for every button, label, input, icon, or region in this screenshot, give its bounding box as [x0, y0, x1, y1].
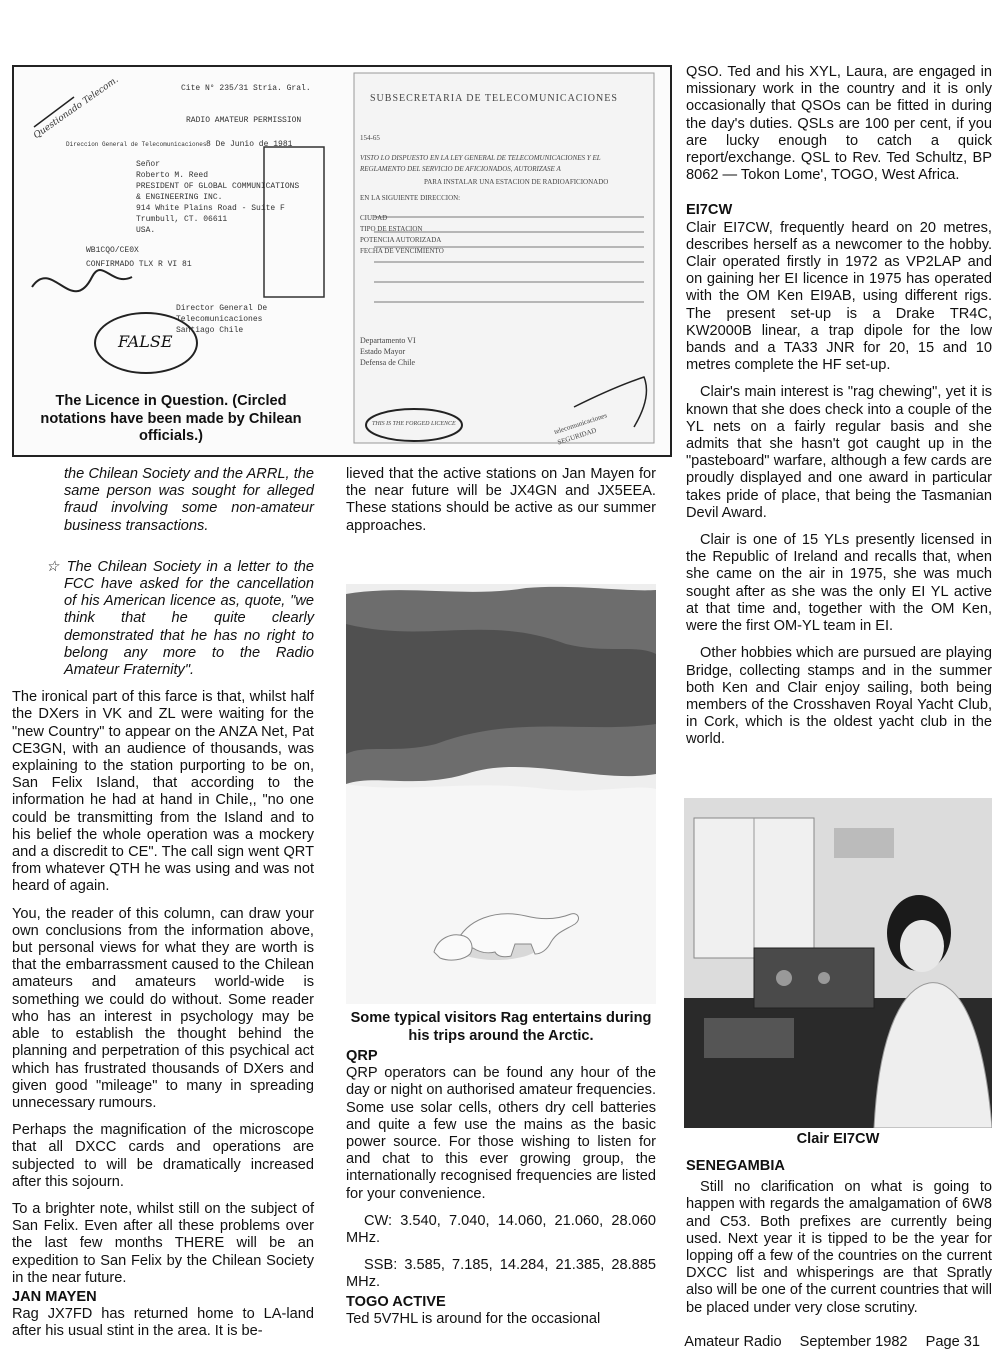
- col3-para-3: Clair's main interest is "rag chewing", yet it is known that she does check into a couple of the YL nets on a fairly regular basis and she admits that she hasn't got caught up in the "pasteboard" warfare, although a few cards are proudly displayed and one award in particular takes pride of place, that being the Tasmanian Devil Award.: [686, 384, 992, 521]
- handwritten-note: Questionado Telecom.: [31, 75, 121, 142]
- column-2-lower: [346, 1046, 656, 1338]
- col1-para-4: To a brighter note, whilst still on the subject of San Felix. Even after all these problems over the last few months THERE will be an expedition to San Felix by the Chilean Society in the near future.: [12, 1200, 314, 1286]
- column-2: [346, 466, 656, 545]
- page-footer: [670, 1334, 980, 1350]
- clair-ei7cw-photo: [684, 798, 992, 1128]
- polar-bear-photo: [346, 584, 656, 1004]
- cw-frequencies: CW: 3.540, 7.040, 14.060, 21.060, 28.060 MHz.: [346, 1212, 656, 1247]
- col2-para-1: lieved that the active stations on Jan Mayen for the near future will be JX4GN and JX5EEA. These stations should be active as our summer approaches.: [346, 466, 656, 534]
- doc-date: 8 De Junio de 1981: [206, 140, 293, 149]
- licence-right-document: [354, 73, 654, 453]
- clair-caption: Clair EI7CW: [796, 1131, 880, 1147]
- doc-title: RADIO AMATEUR PERMISSION: [186, 116, 302, 125]
- heading-jan-mayen: JAN MAYEN: [12, 1288, 97, 1305]
- col3-para-5: Other hobbies which are pursued are playing Bridge, collecting stamps and in the summer both Ken and Clair enjoy sailing, both being members of the Crosshaven Royal Yacht Club, in Cork, which is the oldest yacht club in the world.: [686, 645, 992, 748]
- col3-para-2: Clair EI7CW, frequently heard on 20 metres, describes herself as a newcomer to the hobby. Clair operated firstly in 1972 as VP2LAP and on gaining her EI licence in 1975 has operated with the OM Ken EI9AB, using different rigs. The present set-up is a Drake TR4C, KW2000B linear, a trap dipole for the low bands and a TA33 JNR for 20, 15 and 10 metres complete the HF set-up.: [686, 219, 992, 374]
- doc-right-ref: 154-65: [360, 134, 380, 142]
- doc-right-body: VISTO LO DISPUESTO EN LA LEY GENERAL DE TELECOMUNICACIONES Y EL REGLAMENTO DEL SERVICIO DE AFICIONADOS, AUTORIZASE A: [360, 154, 601, 173]
- col3-para-1: QSO. Ted and his XYL, Laura, are engaged in missionary work in the country and it is only occasionally that QSOs can be fitted in during the day's duties. QSLs are 100 per cent, if you are lucky enough to catch a quick report/exchange. QSL to Rev. Ted Schultz, BP 8062 — Tokon Lome', TOGO, West Africa.: [686, 64, 992, 184]
- italic-para-1: the Chilean Society and the ARRL, the same person was sought for alleged fraud involving some non-amateur business transactions.: [64, 466, 314, 534]
- doc-header: Direccion General de Telecomunicaciones: [66, 141, 207, 148]
- ssb-frequencies: SSB: 3.585, 7.185, 14.284, 21.385, 28.885 MHz.: [346, 1257, 656, 1291]
- heading-togo: TOGO ACTIVE: [346, 1293, 446, 1310]
- footer-publication: Amateur Radio: [684, 1334, 782, 1350]
- doc-right-header: SUBSECRETARIA DE TELECOMUNICACIONES: [370, 93, 618, 104]
- col1-para-3: Perhaps the magnification of the microscope that all DXCC cards and operations are subjected to will be dramatically increased after this sojourn.: [12, 1122, 314, 1190]
- doc-right-address: EN LA SIGUIENTE DIRECCION:: [360, 194, 461, 202]
- col2-para-3: Ted 5V7HL is around for the occasional: [346, 1310, 601, 1327]
- licence-figure: [12, 65, 672, 457]
- heading-ei7cw: EI7CW: [686, 202, 733, 219]
- doc-right-dept: Departamento VI Estado Mayor Defensa de Chile: [360, 336, 416, 367]
- italic-para-2: ☆ The Chilean Society in a letter to the FCC have asked for the cancellation of his American licence as, quote, "we think that he quite clearly demonstrated that he has no right to belong any more to the Radio Amateur Fraternity".: [46, 558, 314, 679]
- heading-senegambia: SENEGAMBIA: [686, 1158, 785, 1174]
- column-3: [686, 64, 992, 759]
- doc-right-stamp: telecomunicaciones SEGURIDAD: [553, 411, 609, 447]
- col1-para-2: You, the reader of this column, can draw your own conclusions from the information above, but personal views for what they are worth is that the embarrassment caused to the Chilean amateurs and amateurs world-wide is something we could do without. Some reader who has an interest in psychology may be able to establish the thought behind the planning and perpetration of this psychical act which has frustrated thousands of DXers and given good "mileage" to many in spreading unnecessary rumours.: [12, 905, 314, 1111]
- doc-right-purpose: PARA INSTALAR UNA ESTACION DE RADIOAFICIONADO: [424, 178, 609, 186]
- licence-caption: The Licence in Question. (Circled notations have been made by Chilean officials.): [40, 393, 302, 444]
- false-stamp: FALSE: [94, 312, 198, 374]
- footer-page: Page 31: [925, 1334, 980, 1350]
- col3-para-6: Still no clarification on what is going to happen with regards the amalgamation of 6W8 and C53. Both prefixes are currently being used. Next year it is tipped to be the year for lopping off a few of the countries on the current DXCC list and whisperings are that Spratly also will be one of the current countries that will be placed under very close scrutiny.: [686, 1179, 992, 1316]
- doc-cite: Cite N° 235/31 Stria. Gral.: [181, 84, 311, 93]
- doc-signer: Director General De Telecomunicaciones Santiago Chile: [176, 304, 268, 335]
- col1-para-1: The ironical part of this farce is that, whilst half the DXers in VK and ZL were waiting for the "new Country" to appear on the ANZA Net, Pat CE3GN, with an audience of thousands, was explaining to the station purporting to be on, San Felix Island, that according to the information he had at hand in Chile,, "no one could be transmitting from the Island and to his belief the whole operation was a mockery and a discredit to CE". The call sign went QRT from whatever QTH he was using and was not heard of again.: [12, 689, 314, 895]
- column-3-lower: [686, 1156, 992, 1327]
- col2-para-2: QRP operators can be found any hour of the day or night on authorised amateur frequencies. Some use solar cells, others dry cell batteries and quite a few use the mains as the basic power source. For those wishing to listen for and chat to this ever growing group, the internationally recognised frequencies are listed for your convenience.: [346, 1065, 656, 1202]
- polar-bear-caption: Some typical visitors Rag entertains during his trips around the Arctic.: [350, 1010, 652, 1044]
- doc-callsign: WB1CQO/CE0X: [86, 246, 139, 255]
- column-1: [12, 466, 314, 1351]
- col1-para-5: Rag JX7FD has returned home to LA-land after his usual stint in the area. It is be-: [12, 1306, 314, 1340]
- col3-para-4: Clair is one of 15 YLs presently licensed in the Republic of Ireland and recalls that, when she came on the air in 1975, she was much sought after as she was the only EI YL active at that time and, together with the OM Ken, were the first OM-YL team in EI.: [686, 532, 992, 635]
- doc-right-circled-note: THIS IS THE FORGED LICENCE: [372, 421, 456, 427]
- doc-addressee: Señor Roberto M. Reed PRESIDENT OF GLOBAL COMMUNICATIONS & ENGINEERING INC. 914 White Plains Road - Suite F Trumbull, CT. 06611 USA.: [136, 160, 300, 235]
- heading-qrp: QRP: [346, 1048, 378, 1064]
- star-bullet: ☆: [46, 558, 61, 575]
- doc-confirm: CONFIRMADO TLX R VI 81: [86, 260, 192, 269]
- doc-right-fields: CIUDAD TIPO DE ESTACION POTENCIA AUTORIZADA FECHA DE VENCIMIENTO: [360, 214, 444, 255]
- footer-issue: September 1982: [799, 1334, 908, 1350]
